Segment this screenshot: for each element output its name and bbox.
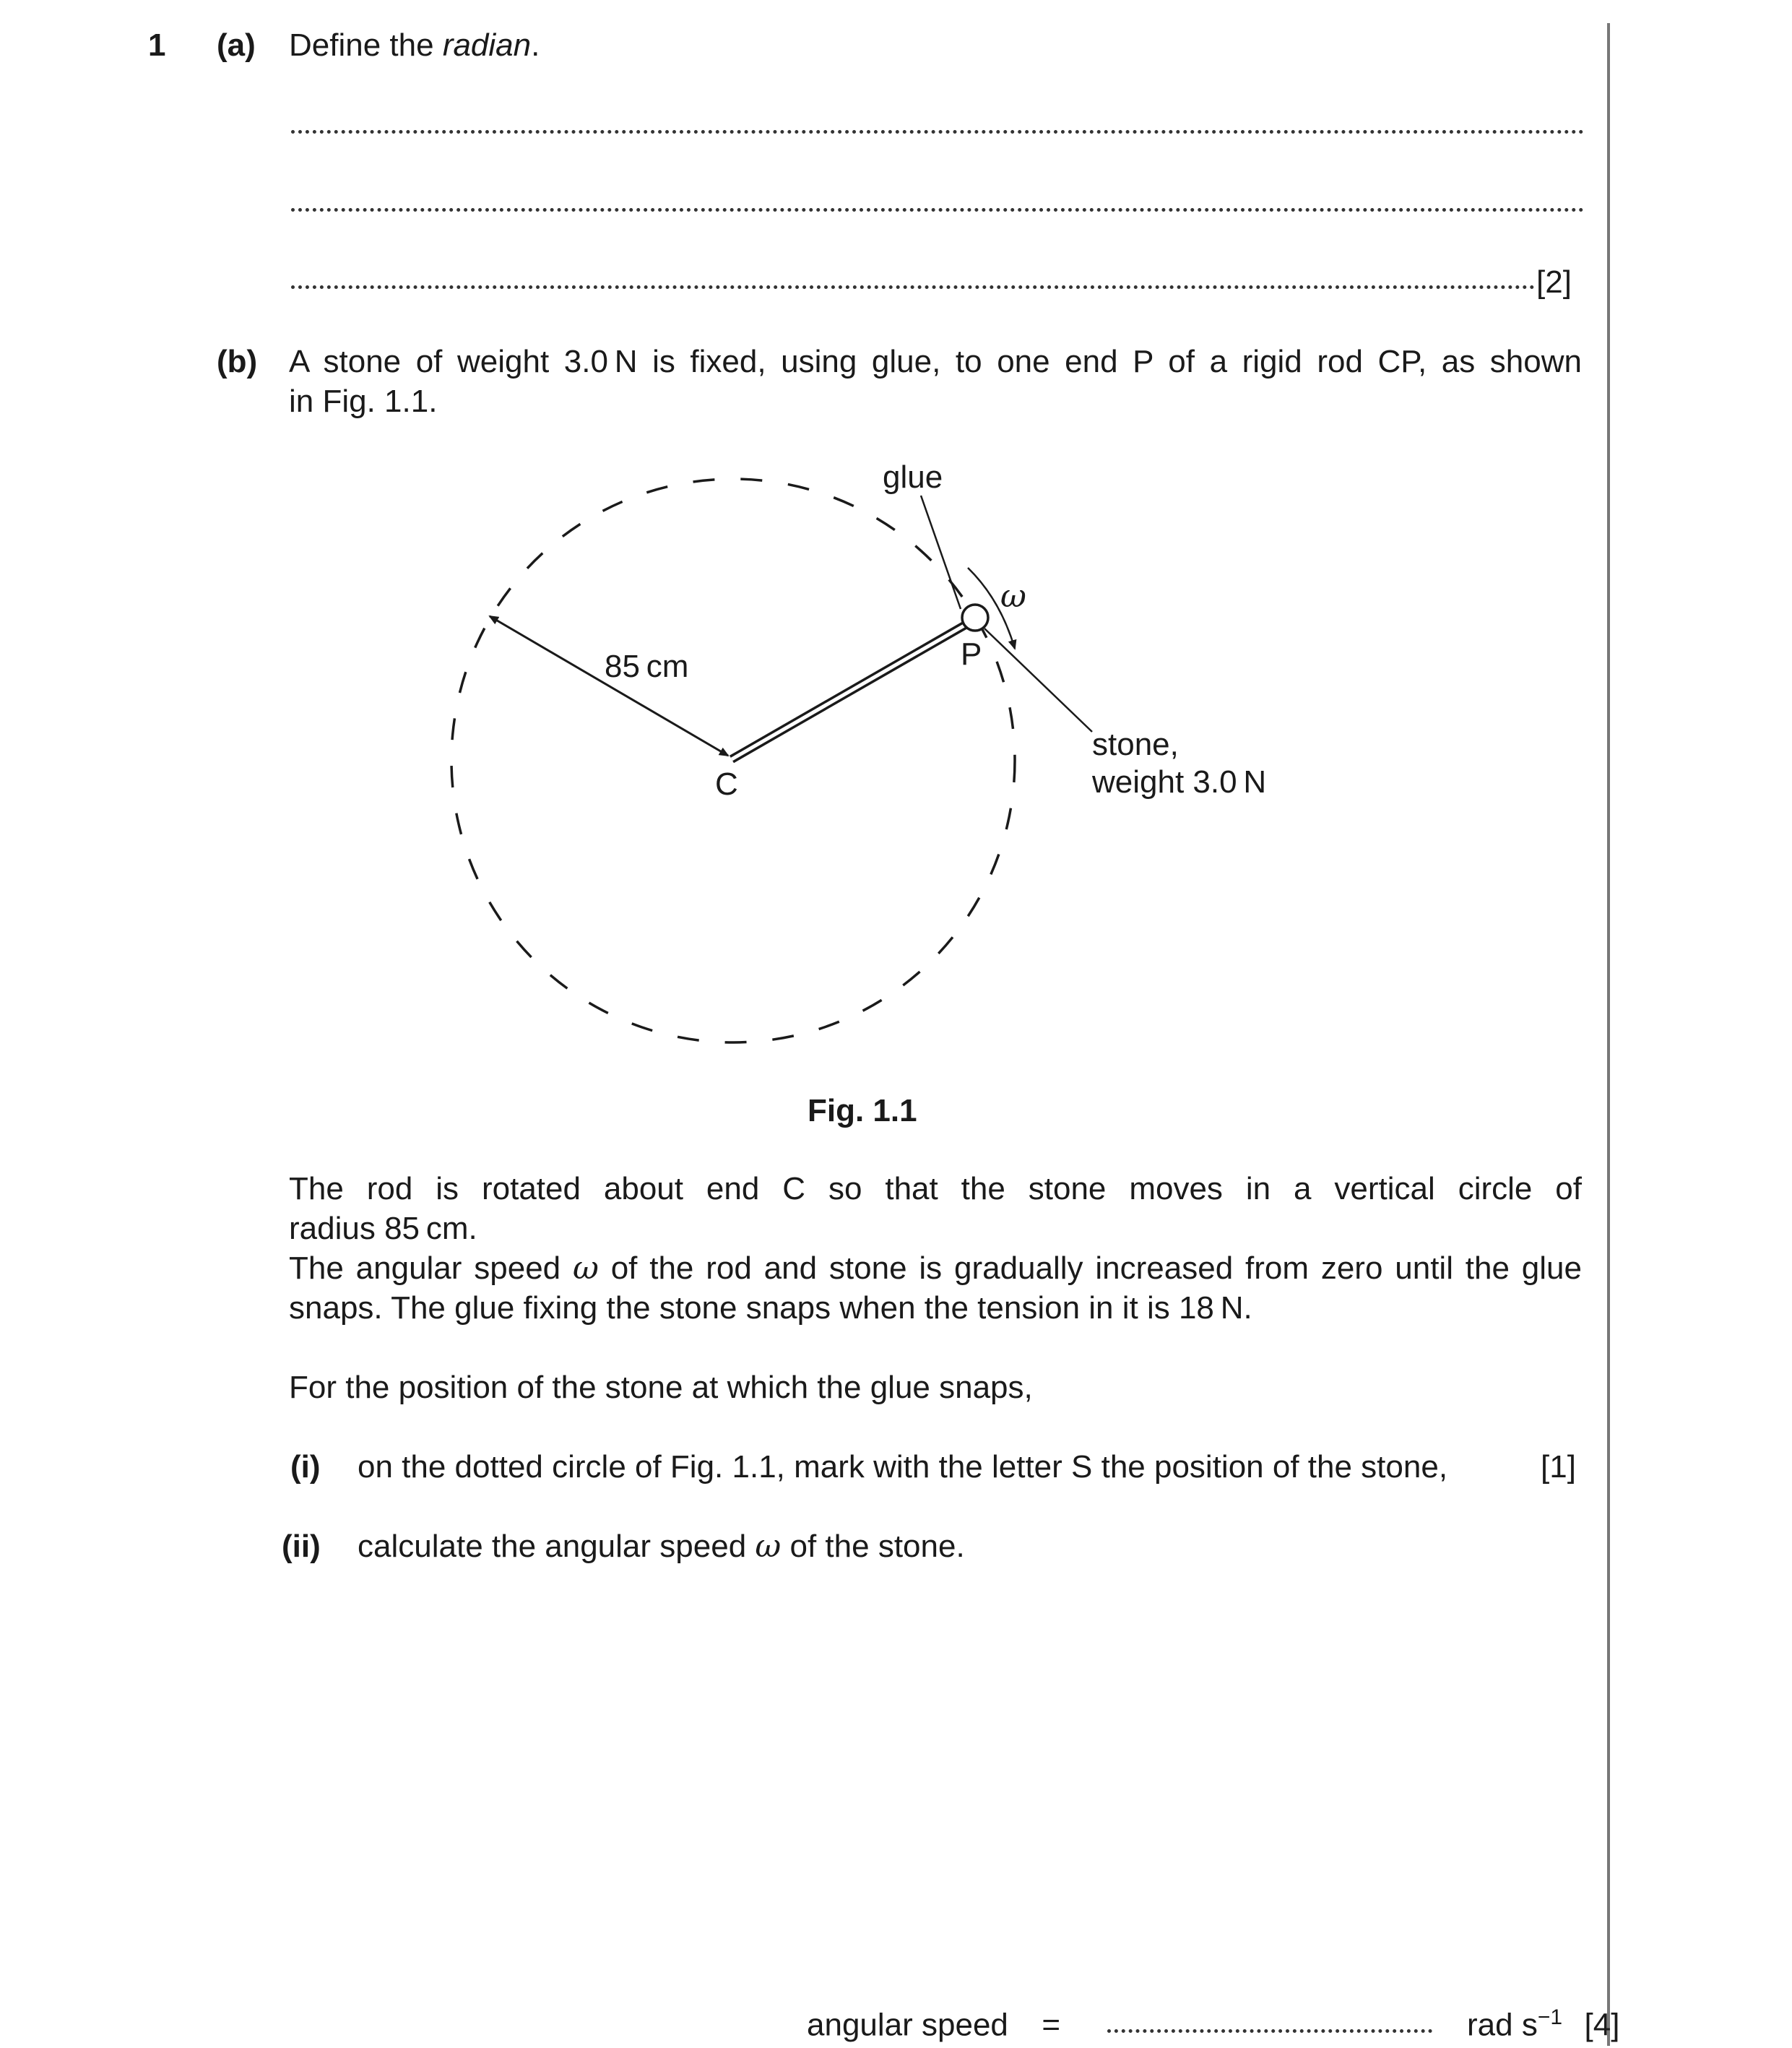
para2-line1	[289, 1248, 1582, 1288]
para2-omega: ω	[572, 1250, 599, 1287]
label-omega: ω	[1000, 578, 1026, 615]
stone-leader-line	[984, 628, 1092, 732]
label-radius: 85 cm	[605, 649, 689, 684]
part-a-text-suffix: .	[531, 27, 540, 63]
part-b-intro-line2: in Fig. 1.1.	[289, 384, 438, 419]
sub-i-marks: [1]	[1541, 1449, 1576, 1485]
figure-caption: Fig. 1.1	[808, 1093, 917, 1128]
para2-text-a: The angular speed	[289, 1250, 573, 1286]
sub-ii-omega: ω	[755, 1528, 782, 1565]
part-a-label: (a)	[217, 27, 256, 63]
label-glue: glue	[883, 459, 943, 495]
answer-unit-exponent: −1	[1537, 2005, 1563, 2029]
answer-row	[807, 1997, 1619, 2045]
question-number: 1	[148, 27, 166, 63]
stone-circle	[962, 605, 988, 631]
sub-ii-text-a: calculate the angular speed	[358, 1529, 756, 1564]
sub-i-text: on the dotted circle of Fig. 1.1, mark with the letter S the position of the stone,	[358, 1449, 1448, 1485]
sub-i-label: (i)	[290, 1449, 321, 1485]
sub-ii-label: (ii)	[282, 1529, 321, 1564]
answer-equals: =	[1042, 2007, 1061, 2043]
para3: For the position of the stone at which the glue snaps,	[289, 1370, 1033, 1405]
para1-line1: The rod is rotated about end C so that the stone moves in a vertical circle of	[289, 1171, 1582, 1206]
answer-input-line[interactable]	[1107, 2029, 1432, 2033]
sub-ii-marks: [4]	[1584, 2007, 1620, 2043]
sub-ii-text	[358, 1526, 965, 1566]
para1-line2: radius 85 cm.	[289, 1211, 477, 1246]
label-p: P	[961, 636, 982, 672]
sub-ii-text-b: of the stone.	[781, 1529, 965, 1564]
part-a-marks: [2]	[1536, 264, 1572, 300]
label-stone-line2: weight 3.0 N	[1092, 764, 1267, 800]
label-c: C	[715, 766, 738, 802]
para2-text-b: of the rod and stone is gradually increased from zero until the glue	[598, 1250, 1582, 1286]
para2-line2: snaps. The glue fixing the stone snaps when the tension in it is 18 N.	[289, 1290, 1252, 1326]
label-stone-line1: stone,	[1092, 727, 1179, 762]
part-a-term: radian	[442, 27, 532, 63]
part-b-label: (b)	[217, 344, 258, 379]
answer-unit: rad s	[1467, 2007, 1538, 2043]
part-a-text-prefix: Define the	[289, 27, 443, 63]
part-b-intro-line1: A stone of weight 3.0 N is fixed, using glue, to one end P of a rigid rod CP, as shown	[289, 344, 1582, 379]
glue-leader-line	[921, 496, 961, 609]
answer-label: angular speed	[807, 2007, 1008, 2043]
rod-cp-inner	[732, 623, 968, 759]
